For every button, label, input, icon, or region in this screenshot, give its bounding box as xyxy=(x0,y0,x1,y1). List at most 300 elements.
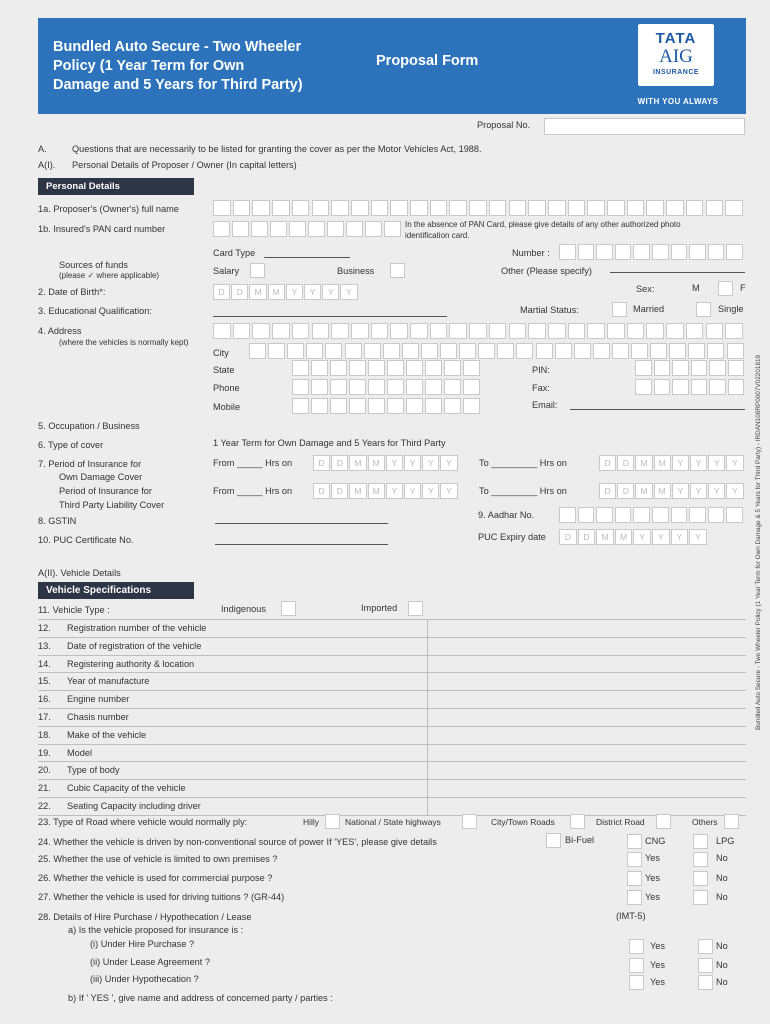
city-box[interactable] xyxy=(536,343,553,359)
od-from-date-cell[interactable]: M xyxy=(349,455,366,471)
puc-line[interactable] xyxy=(215,544,388,545)
full-name-box[interactable] xyxy=(331,200,349,216)
id-number-box[interactable] xyxy=(559,244,576,260)
full-name-box[interactable] xyxy=(430,200,448,216)
tp-from-date-cell[interactable]: D xyxy=(331,483,348,499)
q1a-label: 1a. Proposer's (Owner's) full name xyxy=(38,204,179,214)
address-box[interactable] xyxy=(666,323,684,339)
od-to-date-cell[interactable]: M xyxy=(654,455,671,471)
others-road-label: Others xyxy=(692,817,718,827)
id-number-box[interactable] xyxy=(671,244,688,260)
lease-no-label: No xyxy=(716,960,728,970)
address-box[interactable] xyxy=(390,323,408,339)
spec-row-label: Type of body xyxy=(67,765,120,776)
pan-note-line-2: identification card. xyxy=(405,231,470,240)
q3-label: 3. Educational Qualification: xyxy=(38,306,152,316)
od-to-date-cell[interactable]: Y xyxy=(672,455,689,471)
od-from-date-cell[interactable]: Y xyxy=(404,455,421,471)
puc-expiry-date-cell[interactable]: Y xyxy=(689,529,707,545)
mobile-box[interactable] xyxy=(368,398,385,414)
tp-to-date-cell[interactable]: Y xyxy=(726,483,743,499)
full-name-box[interactable] xyxy=(587,200,605,216)
address-box[interactable] xyxy=(706,323,724,339)
q7-label-a: 7. Period of Insurance for xyxy=(38,459,142,469)
state-box[interactable] xyxy=(425,360,442,376)
q4-label: 4. Address xyxy=(38,326,82,336)
tp-to-label: To _________ Hrs on xyxy=(479,486,567,496)
city-box[interactable] xyxy=(727,343,744,359)
cng-checkbox[interactable] xyxy=(627,834,642,849)
phone-box[interactable] xyxy=(444,379,461,395)
proposal-no-input[interactable] xyxy=(544,118,745,135)
full-name-box[interactable] xyxy=(607,200,625,216)
city-box[interactable] xyxy=(478,343,495,359)
spec-row-input[interactable] xyxy=(428,620,745,636)
aadhar-box[interactable] xyxy=(708,507,725,523)
puc-expiry-label: PUC Expiry date xyxy=(478,532,546,542)
address-box[interactable] xyxy=(213,323,231,339)
city-box[interactable] xyxy=(402,343,419,359)
hypothecation-yes-checkbox[interactable] xyxy=(629,975,644,990)
od-from-date-cell[interactable]: D xyxy=(313,455,330,471)
q28a2-label: (ii) Under Lease Agreement ? xyxy=(90,957,211,967)
pin-box[interactable] xyxy=(654,360,671,376)
spec-row-input[interactable] xyxy=(428,762,745,778)
dob-date-cell[interactable]: D xyxy=(231,284,248,300)
tp-to-date-cell[interactable]: Y xyxy=(690,483,707,499)
tp-from-date-cell[interactable]: M xyxy=(368,483,385,499)
phone-box[interactable] xyxy=(406,379,423,395)
full-name-box[interactable] xyxy=(686,200,704,216)
address-box[interactable] xyxy=(371,323,389,339)
pan-box[interactable] xyxy=(308,221,325,237)
address-box[interactable] xyxy=(489,323,507,339)
q25-yes-label: Yes xyxy=(645,853,660,863)
city-roads-checkbox[interactable] xyxy=(570,814,585,829)
hypothecation-no-label: No xyxy=(716,977,728,987)
address-box[interactable] xyxy=(449,323,467,339)
city-box[interactable] xyxy=(325,343,342,359)
city-box[interactable] xyxy=(669,343,686,359)
indigenous-checkbox[interactable] xyxy=(281,601,296,616)
spec-row-input[interactable] xyxy=(428,798,745,814)
city-box[interactable] xyxy=(688,343,705,359)
id-number-box[interactable] xyxy=(633,244,650,260)
city-box[interactable] xyxy=(383,343,400,359)
dob-date-cell[interactable]: M xyxy=(268,284,285,300)
full-name-box[interactable] xyxy=(390,200,408,216)
address-box[interactable] xyxy=(686,323,704,339)
email-line[interactable] xyxy=(570,409,745,410)
pin-box[interactable] xyxy=(691,360,708,376)
q26-no-checkbox[interactable] xyxy=(693,871,708,886)
mobile-box[interactable] xyxy=(349,398,366,414)
tp-to-date-cell[interactable]: M xyxy=(654,483,671,499)
q7-label-c: Period of Insurance for xyxy=(59,486,152,496)
q26-no-label: No xyxy=(716,873,728,883)
full-name-box[interactable] xyxy=(489,200,507,216)
aadhar-box[interactable] xyxy=(652,507,669,523)
pan-box[interactable] xyxy=(289,221,306,237)
full-name-box[interactable] xyxy=(351,200,369,216)
pin-box[interactable] xyxy=(672,360,689,376)
other-source-line[interactable] xyxy=(610,272,745,273)
od-from-date-cell[interactable]: Y xyxy=(386,455,403,471)
q25-label: 25. Whether the use of vehicle is limited to own premises ? xyxy=(38,854,278,864)
q27-label: 27. Whether the vehicle is used for driving tuitions ? (GR-44) xyxy=(38,892,285,902)
q27-yes-checkbox[interactable] xyxy=(627,890,642,905)
fax-box[interactable] xyxy=(691,379,708,395)
full-name-box[interactable] xyxy=(449,200,467,216)
spec-row-label: Make of the vehicle xyxy=(67,729,147,740)
od-from-date-cell[interactable]: Y xyxy=(422,455,439,471)
fax-box[interactable] xyxy=(672,379,689,395)
spec-row-input[interactable] xyxy=(428,638,745,654)
phone-box[interactable] xyxy=(349,379,366,395)
aadhar-box[interactable] xyxy=(615,507,632,523)
pan-box[interactable] xyxy=(346,221,363,237)
city-box[interactable] xyxy=(459,343,476,359)
state-box[interactable] xyxy=(406,360,423,376)
address-box[interactable] xyxy=(410,323,428,339)
q5-label: 5. Occupation / Business xyxy=(38,421,140,431)
hilly-checkbox[interactable] xyxy=(325,814,340,829)
id-number-box[interactable] xyxy=(708,244,725,260)
id-number-box[interactable] xyxy=(615,244,632,260)
city-roads-label: City/Town Roads xyxy=(491,817,555,827)
full-name-box[interactable] xyxy=(272,200,290,216)
dob-date-cell[interactable]: Y xyxy=(304,284,321,300)
pin-box[interactable] xyxy=(728,360,745,376)
id-number-box[interactable] xyxy=(578,244,595,260)
address-box[interactable] xyxy=(568,323,586,339)
mobile-box[interactable] xyxy=(463,398,480,414)
spec-row-input[interactable] xyxy=(428,709,745,725)
title-line-1: Bundled Auto Secure - Two Wheeler xyxy=(53,39,302,55)
imported-label: Imported xyxy=(361,603,398,613)
q25-yes-checkbox[interactable] xyxy=(627,852,642,867)
mobile-box[interactable] xyxy=(444,398,461,414)
address-box[interactable] xyxy=(509,323,527,339)
address-box[interactable] xyxy=(252,323,270,339)
spec-row-input[interactable] xyxy=(428,745,745,761)
q27-no-checkbox[interactable] xyxy=(693,890,708,905)
pan-box[interactable] xyxy=(270,221,287,237)
address-box[interactable] xyxy=(233,323,251,339)
aadhar-box[interactable] xyxy=(578,507,595,523)
id-number-box[interactable] xyxy=(689,244,706,260)
address-box[interactable] xyxy=(292,323,310,339)
lease-yes-checkbox[interactable] xyxy=(629,958,644,973)
pan-box[interactable] xyxy=(251,221,268,237)
address-box[interactable] xyxy=(627,323,645,339)
spec-row-input[interactable] xyxy=(428,727,745,743)
education-line[interactable] xyxy=(213,316,447,317)
puc-expiry-date-cell[interactable]: M xyxy=(596,529,614,545)
full-name-box[interactable] xyxy=(646,200,664,216)
state-box[interactable] xyxy=(330,360,347,376)
section-ai-text: Personal Details of Proposer / Owner (In capital letters) xyxy=(72,160,297,170)
spec-row-number: 12. xyxy=(38,623,51,633)
phone-box[interactable] xyxy=(330,379,347,395)
city-box[interactable] xyxy=(268,343,285,359)
full-name-box[interactable] xyxy=(666,200,684,216)
address-box[interactable] xyxy=(587,323,605,339)
business-checkbox[interactable] xyxy=(390,263,405,278)
full-name-box[interactable] xyxy=(292,200,310,216)
tp-to-date-cell[interactable]: M xyxy=(635,483,652,499)
hypothecation-no-checkbox[interactable] xyxy=(698,975,713,990)
full-name-box[interactable] xyxy=(706,200,724,216)
q25-no-checkbox[interactable] xyxy=(693,852,708,867)
tp-from-date-cell[interactable]: Y xyxy=(404,483,421,499)
tp-from-date-cell[interactable]: D xyxy=(313,483,330,499)
city-box[interactable] xyxy=(555,343,572,359)
salary-checkbox[interactable] xyxy=(250,263,265,278)
puc-expiry-date-cell[interactable]: Y xyxy=(671,529,689,545)
bifuel-checkbox[interactable] xyxy=(546,833,561,848)
pan-box[interactable] xyxy=(365,221,382,237)
pin-box[interactable] xyxy=(709,360,726,376)
vehicle-details-label: A(II). Vehicle Details xyxy=(38,568,121,578)
mobile-box[interactable] xyxy=(311,398,328,414)
tp-to-date-cell[interactable]: Y xyxy=(672,483,689,499)
lease-no-checkbox[interactable] xyxy=(698,958,713,973)
city-box[interactable] xyxy=(574,343,591,359)
state-box[interactable] xyxy=(311,360,328,376)
pan-note-line-1: In the absence of PAN Card, please give details of any other authorized photo xyxy=(405,220,681,229)
city-box[interactable] xyxy=(497,343,514,359)
pan-box[interactable] xyxy=(232,221,249,237)
fax-box[interactable] xyxy=(728,379,745,395)
address-box[interactable] xyxy=(646,323,664,339)
full-name-box[interactable] xyxy=(410,200,428,216)
address-box[interactable] xyxy=(312,323,330,339)
address-box[interactable] xyxy=(607,323,625,339)
city-box[interactable] xyxy=(516,343,533,359)
address-box[interactable] xyxy=(272,323,290,339)
od-to-date-cell[interactable]: Y xyxy=(726,455,743,471)
form-title xyxy=(53,38,303,95)
spec-row-number: 16. xyxy=(38,694,51,705)
full-name-box[interactable] xyxy=(233,200,251,216)
card-type-line[interactable] xyxy=(264,257,350,258)
phone-box[interactable] xyxy=(292,379,309,395)
phone-box[interactable] xyxy=(387,379,404,395)
full-name-box[interactable] xyxy=(627,200,645,216)
id-number-box[interactable] xyxy=(652,244,669,260)
state-box[interactable] xyxy=(444,360,461,376)
tp-from-date-cell[interactable]: Y xyxy=(422,483,439,499)
q28a3-label: (iii) Under Hypothecation ? xyxy=(90,974,199,984)
tp-to-date-cell[interactable]: D xyxy=(617,483,634,499)
full-name-box[interactable] xyxy=(213,200,231,216)
q28-label: 28. Details of Hire Purchase / Hypothecation / Lease xyxy=(38,912,252,922)
hire-purchase-yes-checkbox[interactable] xyxy=(629,939,644,954)
od-to-date-cell[interactable]: Y xyxy=(690,455,707,471)
city-box[interactable] xyxy=(440,343,457,359)
address-box[interactable] xyxy=(548,323,566,339)
state-label: State xyxy=(213,365,235,375)
full-name-box[interactable] xyxy=(548,200,566,216)
sex-f-label: F xyxy=(740,283,746,293)
fax-box[interactable] xyxy=(709,379,726,395)
state-box[interactable] xyxy=(387,360,404,376)
address-box[interactable] xyxy=(725,323,743,339)
fax-box[interactable] xyxy=(635,379,652,395)
spec-row-input[interactable] xyxy=(428,656,745,672)
city-box[interactable] xyxy=(306,343,323,359)
od-from-date-cell[interactable]: M xyxy=(368,455,385,471)
q7-label-d: Third Party Liability Cover xyxy=(59,500,165,510)
spec-row-label: Chasis number xyxy=(67,712,129,722)
hire-purchase-no-checkbox[interactable] xyxy=(698,939,713,954)
city-box[interactable] xyxy=(650,343,667,359)
q26-yes-checkbox[interactable] xyxy=(627,871,642,886)
lpg-checkbox[interactable] xyxy=(693,834,708,849)
city-box[interactable] xyxy=(421,343,438,359)
dob-date-cell[interactable]: D xyxy=(213,284,230,300)
hypothecation-yes-label: Yes xyxy=(650,977,665,987)
dob-date-cell[interactable]: Y xyxy=(286,284,303,300)
state-box[interactable] xyxy=(463,360,480,376)
address-box[interactable] xyxy=(469,323,487,339)
national-highway-checkbox[interactable] xyxy=(462,814,477,829)
od-to-date-cell[interactable]: Y xyxy=(708,455,725,471)
address-box[interactable] xyxy=(351,323,369,339)
mobile-box[interactable] xyxy=(425,398,442,414)
spec-row-input[interactable] xyxy=(428,780,745,796)
hire-purchase-yes-label: Yes xyxy=(650,941,665,951)
district-road-label: District Road xyxy=(596,817,645,827)
single-checkbox[interactable] xyxy=(696,302,711,317)
card-type-label: Card Type xyxy=(213,248,256,258)
mobile-box[interactable] xyxy=(406,398,423,414)
pan-box[interactable] xyxy=(213,221,230,237)
city-box[interactable] xyxy=(707,343,724,359)
full-name-box[interactable] xyxy=(568,200,586,216)
phone-box[interactable] xyxy=(311,379,328,395)
q28a-label: a) Is the vehicle proposed for insurance is : xyxy=(68,925,244,935)
gstin-line[interactable] xyxy=(215,523,388,524)
aadhar-box[interactable] xyxy=(671,507,688,523)
city-box[interactable] xyxy=(612,343,629,359)
aadhar-box[interactable] xyxy=(689,507,706,523)
city-box[interactable] xyxy=(631,343,648,359)
state-box[interactable] xyxy=(368,360,385,376)
single-label: Single xyxy=(718,304,744,314)
spec-row-number: 18. xyxy=(38,729,51,740)
od-to-date-cell[interactable]: M xyxy=(635,455,652,471)
q9-label: 9. Aadhar No. xyxy=(478,510,535,520)
full-name-box[interactable] xyxy=(252,200,270,216)
dob-date-cell[interactable]: Y xyxy=(322,284,339,300)
dob-date-cell[interactable]: M xyxy=(249,284,266,300)
title-line-2: Policy (1 Year Term for Own xyxy=(53,58,245,74)
full-name-box[interactable] xyxy=(312,200,330,216)
dob-date-cell[interactable]: Y xyxy=(340,284,357,300)
spec-row-label: Model xyxy=(67,747,93,758)
others-road-checkbox[interactable] xyxy=(724,814,739,829)
logo-aig: AIG xyxy=(659,46,693,67)
tp-to-date-cell[interactable]: Y xyxy=(708,483,725,499)
section-a-number: A. xyxy=(38,144,47,154)
pan-box[interactable] xyxy=(327,221,344,237)
mobile-box[interactable] xyxy=(387,398,404,414)
od-from-date-cell[interactable]: Y xyxy=(440,455,457,471)
city-box[interactable] xyxy=(593,343,610,359)
tp-from-date-cell[interactable]: Y xyxy=(386,483,403,499)
aadhar-box[interactable] xyxy=(726,507,743,523)
mobile-box[interactable] xyxy=(330,398,347,414)
address-box[interactable] xyxy=(528,323,546,339)
q28b-label: b) If ' YES ', give name and address of concerned party / parties : xyxy=(68,993,333,1003)
bifuel-label: Bi-Fuel xyxy=(565,835,595,845)
pan-box[interactable] xyxy=(384,221,401,237)
od-from-date-cell[interactable]: D xyxy=(331,455,348,471)
mobile-box[interactable] xyxy=(292,398,309,414)
address-box[interactable] xyxy=(430,323,448,339)
full-name-box[interactable] xyxy=(528,200,546,216)
city-box[interactable] xyxy=(249,343,266,359)
full-name-box[interactable] xyxy=(371,200,389,216)
puc-expiry-date-cell[interactable]: Y xyxy=(633,529,651,545)
full-name-box[interactable] xyxy=(725,200,743,216)
fax-box[interactable] xyxy=(654,379,671,395)
od-to-date-cell[interactable]: D xyxy=(617,455,634,471)
id-number-box[interactable] xyxy=(596,244,613,260)
tp-to-date-cell[interactable]: D xyxy=(599,483,616,499)
full-name-box[interactable] xyxy=(469,200,487,216)
phone-box[interactable] xyxy=(368,379,385,395)
table-rule xyxy=(38,815,746,816)
full-name-box[interactable] xyxy=(509,200,527,216)
spec-row-input[interactable] xyxy=(428,673,745,689)
puc-expiry-date-cell[interactable]: Y xyxy=(652,529,670,545)
puc-expiry-date-cell[interactable]: D xyxy=(578,529,596,545)
address-box[interactable] xyxy=(331,323,349,339)
district-road-checkbox[interactable] xyxy=(656,814,671,829)
tp-from-date-cell[interactable]: M xyxy=(349,483,366,499)
q11-label: 11. Vehicle Type : xyxy=(38,605,110,615)
city-box[interactable] xyxy=(345,343,362,359)
imported-checkbox[interactable] xyxy=(408,601,423,616)
pin-label: PIN: xyxy=(532,365,550,375)
spec-row-number: 13. xyxy=(38,640,51,651)
sex-m-checkbox[interactable] xyxy=(718,281,733,296)
phone-box[interactable] xyxy=(463,379,480,395)
tp-from-date-cell[interactable]: Y xyxy=(440,483,457,499)
od-to-date-cell[interactable]: D xyxy=(599,455,616,471)
logo-tata: TATA xyxy=(655,30,697,47)
id-number-box[interactable] xyxy=(726,244,743,260)
aadhar-box[interactable] xyxy=(559,507,576,523)
spec-row-input[interactable] xyxy=(428,691,745,707)
aadhar-box[interactable] xyxy=(633,507,650,523)
state-box[interactable] xyxy=(292,360,309,376)
pin-box[interactable] xyxy=(635,360,652,376)
phone-box[interactable] xyxy=(425,379,442,395)
married-checkbox[interactable] xyxy=(612,302,627,317)
header-banner xyxy=(38,18,746,114)
city-box[interactable] xyxy=(364,343,381,359)
puc-expiry-date-cell[interactable]: D xyxy=(559,529,577,545)
state-box[interactable] xyxy=(349,360,366,376)
city-box[interactable] xyxy=(287,343,304,359)
other-source-label: Other (Please specify) xyxy=(501,266,592,276)
aadhar-box[interactable] xyxy=(596,507,613,523)
puc-expiry-date-cell[interactable]: M xyxy=(615,529,633,545)
